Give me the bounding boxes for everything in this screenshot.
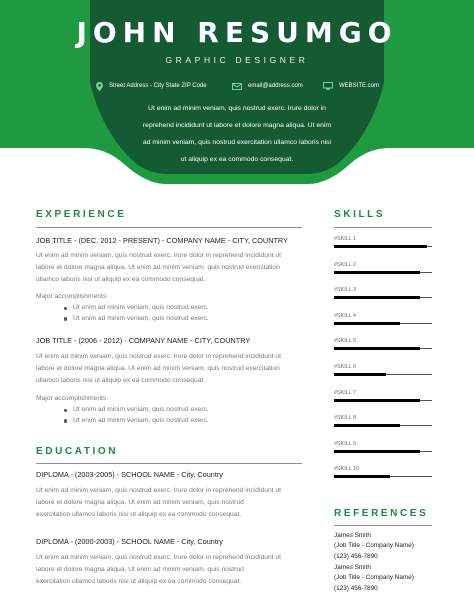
skills-divider bbox=[334, 227, 432, 228]
skill-bar bbox=[334, 348, 432, 349]
skill-bar bbox=[334, 451, 432, 452]
skill-bar-fill bbox=[334, 399, 420, 402]
skill-label: #SKILL 6 bbox=[334, 364, 356, 370]
website-icon bbox=[323, 82, 333, 90]
reference-name: James Smith bbox=[334, 532, 371, 539]
reference-phone: (123) 456-7890 bbox=[334, 584, 378, 592]
education-divider bbox=[36, 463, 302, 464]
skill-label: #SKILL 7 bbox=[334, 390, 356, 396]
contact-email-text[interactable]: email@address.com bbox=[248, 83, 303, 89]
skill-label: #SKILL 4 bbox=[334, 313, 356, 319]
skill-bar bbox=[334, 272, 432, 273]
skill-bar bbox=[334, 246, 432, 247]
skill-bar-fill bbox=[334, 424, 400, 427]
job-description bbox=[36, 351, 302, 388]
reference-name: James Smith bbox=[334, 564, 371, 571]
accomplishments-label: Major accomplishments: bbox=[36, 395, 109, 402]
candidate-name: JOHN RESUMGO bbox=[76, 16, 398, 49]
accomplishment-item: Ut enim ad minim veniam, quis nostrud exerc. bbox=[64, 303, 209, 314]
summary-line: reprehend incididunt ut labore et dolore magna aliqua. Ut enim bbox=[142, 122, 332, 129]
description-line: exercitation ullamco laboris nisi ut aliquip ex ea commodo consequat. bbox=[36, 511, 242, 519]
skill-bar bbox=[334, 400, 432, 401]
description-line: Ut enim ad minim veniam, quis nostrud exerc. Irure dolor in reprehend incididunt ut bbox=[36, 487, 281, 494]
reference-entry bbox=[334, 531, 414, 562]
skill-label: #SKILL 8 bbox=[334, 415, 356, 421]
profile-summary bbox=[122, 100, 352, 168]
description-line: labore et dolore magna aliqua. Ut enim ad minim veniam, quis nostrud bbox=[36, 499, 244, 507]
reference-phone: (123) 456-7890 bbox=[334, 552, 378, 560]
skill-bar-fill bbox=[334, 322, 400, 325]
skill-bar-fill bbox=[334, 271, 420, 274]
skill-label: #SKILL 1 bbox=[334, 236, 356, 242]
education-heading: EDUCATION bbox=[36, 446, 119, 457]
diploma-description bbox=[36, 552, 302, 589]
map-pin-icon bbox=[96, 82, 103, 91]
experience-heading: EXPERIENCE bbox=[36, 209, 127, 220]
contact-address bbox=[96, 80, 207, 92]
description-line: labore et dolore magna aliqua. Ut enim ad minim veniam, quis nostrud exercitation bbox=[36, 365, 280, 373]
accomplishments-label: Major accomplishments: bbox=[36, 293, 109, 300]
skill-label: #SKILL 2 bbox=[334, 262, 356, 268]
skill-bar bbox=[334, 476, 432, 477]
contact-address-text: Street Address - City State ZIP Code bbox=[109, 83, 207, 89]
diploma-description bbox=[36, 485, 302, 522]
skill-label: #SKILL 9 bbox=[334, 441, 356, 447]
reference-entry bbox=[334, 563, 414, 594]
skill-label: #SKILL 5 bbox=[334, 338, 356, 344]
diploma-title: DIPLOMA - (2003-2005) - SCHOOL NAME - City, Country bbox=[36, 470, 223, 479]
skill-bar-fill bbox=[334, 475, 390, 478]
candidate-role: GRAPHIC DESIGNER bbox=[165, 55, 309, 65]
job-title: JOB TITLE - (DEC. 2012 - PRESENT) - COMPANY NAME - CITY, COUNTRY bbox=[36, 236, 288, 245]
skill-label: #SKILL 3 bbox=[334, 287, 356, 293]
description-line: labore et dolore magna aliqua. Ut enim ad minim veniam, quis nostrud bbox=[36, 566, 244, 574]
skill-bar-fill bbox=[334, 245, 427, 248]
contact-website[interactable] bbox=[323, 80, 379, 92]
skill-bar-fill bbox=[334, 347, 420, 350]
job-title: JOB TITLE - (2006 - 2012) - COMPANY NAME - CITY, COUNTRY bbox=[36, 336, 251, 345]
accomplishments-list bbox=[64, 303, 209, 324]
experience-divider bbox=[36, 227, 302, 228]
summary-line: ut aliquip ex ea commodo consequat. bbox=[180, 156, 294, 163]
reference-role: (Job Title - Company Name) bbox=[334, 542, 414, 550]
description-line: labore et dolore magna aliqua. Ut enim ad minim veniam, quis nostrud exercitation bbox=[36, 264, 280, 272]
description-line: Ut enim ad minim veniam, quis nostrud exerc. Irure dolor in reprehend incididunt ut bbox=[36, 554, 281, 561]
summary-line: ad minim veniam, quis nostrud exercitation ullamco laboris nisi bbox=[142, 139, 332, 146]
skill-bar-fill bbox=[334, 450, 420, 453]
reference-role: (Job Title - Company Name) bbox=[334, 574, 414, 582]
description-line: exercitation ullamco laboris nisi ut aliquip ex ea commodo consequat. bbox=[36, 578, 242, 586]
diploma-title: DIPLOMA - (2000-2003) - SCHOOL NAME - City, Country bbox=[36, 537, 223, 546]
job-description bbox=[36, 250, 302, 287]
references-divider bbox=[334, 525, 432, 526]
description-line: Ut enim ad minim veniam, quis nostrud exerc. Irure dolor in reprehend incididunt ut bbox=[36, 353, 281, 360]
description-line: ullamco laboris nisi ut aliquip ex ea commodo consequat. bbox=[36, 377, 206, 385]
references-heading: REFERENCES bbox=[334, 508, 429, 519]
skill-bar-fill bbox=[334, 373, 386, 376]
email-icon bbox=[232, 83, 242, 90]
accomplishment-item: Ut enim ad minim veniam, quis nostrud exerc. bbox=[64, 314, 209, 325]
accomplishments-list bbox=[64, 405, 209, 426]
contact-email[interactable] bbox=[232, 80, 303, 92]
skill-bar bbox=[334, 425, 432, 426]
contact-website-text[interactable]: WEBSITE.com bbox=[339, 83, 380, 89]
description-line: ullamco laboris nisi ut aliquip ex ea commodo consequat. bbox=[36, 276, 206, 284]
skills-heading: SKILLS bbox=[334, 209, 386, 220]
skill-label: #SKILL 10 bbox=[334, 466, 359, 472]
description-line: Ut enim ad minim veniam, quis nostrud exerc. Irure dolor in reprehend incididunt ut bbox=[36, 252, 281, 259]
accomplishment-item: Ut enim ad minim veniam, quis nostrud exerc. bbox=[64, 416, 209, 427]
skill-bar-fill bbox=[334, 296, 420, 299]
accomplishment-item: Ut enim ad minim veniam, quis nostrud exerc. bbox=[64, 405, 209, 416]
skill-bar bbox=[334, 323, 432, 324]
skill-bar bbox=[334, 374, 432, 375]
skill-bar bbox=[334, 297, 432, 298]
summary-line: Ut enim ad minim veniam, quis nostrud exerc. Irure dolor in bbox=[148, 105, 326, 112]
